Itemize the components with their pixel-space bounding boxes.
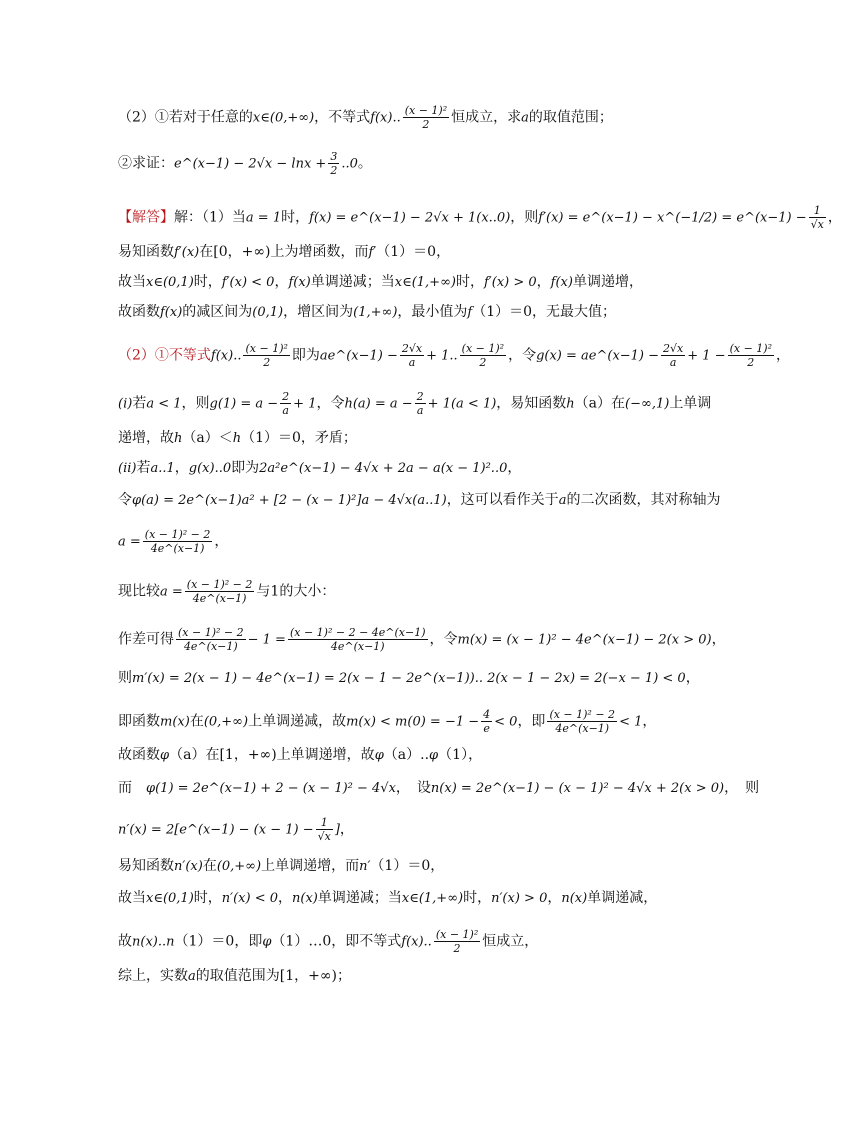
math: (1,+∞) [353, 305, 398, 320]
text: （1）， [438, 747, 483, 763]
math: φ(a) = 2e^(x−1)a² + [2 − (x − 1)²]a − 4√x(a..1) [132, 493, 447, 508]
text: ， 设 [395, 780, 431, 796]
text: 令 [118, 492, 132, 508]
line-13 [118, 578, 754, 605]
line-17 [118, 745, 754, 766]
math: f(x).. [401, 934, 432, 950]
text: ， 则 [724, 780, 760, 796]
denominator: 4e^(x−1) [150, 542, 205, 555]
math: f′ [368, 245, 377, 260]
line-9 [118, 428, 754, 449]
text: ，令 [508, 347, 537, 364]
text: ， [547, 890, 562, 906]
fraction [280, 390, 291, 417]
line-4 [118, 242, 754, 263]
text: 单调递减；当 [317, 890, 402, 906]
math: f(x) [160, 305, 183, 320]
text: 上单调递减，故 [248, 713, 347, 730]
math: (−∞,1) [625, 396, 670, 412]
text: ， [339, 821, 354, 838]
text: 在 [202, 858, 217, 874]
line-20 [118, 856, 754, 877]
text: ，增区间为 [283, 304, 354, 320]
math: m(x) [160, 714, 190, 730]
text: （1）…0，即不等式 [271, 933, 402, 950]
denominator: a [416, 404, 424, 417]
math: x∈(0,1) [146, 891, 194, 906]
math: g(x) = ae^(x−1) − [536, 348, 660, 364]
text: 单调递减， [587, 890, 658, 906]
math: n′(x) < 0 [221, 891, 279, 906]
text: ， [711, 631, 726, 648]
math: m(x) < m(0) = −1 − [346, 714, 480, 730]
text: ，即 [517, 713, 546, 730]
text: 恒成立， [482, 933, 539, 950]
numerator: 2√x [401, 342, 423, 355]
line-3 [118, 204, 842, 231]
text: （1）＝0，无最大值； [472, 304, 617, 320]
fraction [328, 150, 339, 177]
answer-tag: 【解答】 [118, 209, 174, 226]
math: (i) [118, 396, 133, 412]
math: f(x).. [370, 110, 401, 126]
math: + 1 − [687, 348, 726, 364]
math: a [558, 493, 567, 508]
numerator: 4 [483, 708, 491, 721]
denominator: a [408, 356, 416, 369]
text: ，则 [181, 395, 210, 412]
math: a [521, 110, 529, 126]
text: 作差可得 [118, 631, 174, 648]
line-16 [118, 708, 754, 735]
text: ， [507, 460, 522, 476]
math: 2a²e^(x−1) − 4√x + 2a − a(x − 1)²..0 [259, 461, 508, 476]
text: 与1的大小： [256, 583, 336, 600]
text: 的取值范围为[1，+∞)； [195, 968, 351, 984]
math: h(a) = a − [344, 396, 413, 412]
math: n′(x) = 2[e^(x−1) − (x − 1) − [118, 822, 314, 838]
math: h [232, 431, 242, 446]
fraction [415, 390, 426, 417]
text: ， [536, 274, 551, 290]
math: a < 1 [146, 396, 182, 412]
math: f′(x) > 0 [483, 275, 537, 290]
numerator: (x − 1)² [404, 104, 448, 117]
text: 故函数 [118, 747, 160, 763]
text: 恒成立，求 [451, 109, 522, 126]
math: n(x)..n [132, 934, 175, 950]
fraction [434, 928, 480, 955]
line-18 [118, 778, 760, 799]
math: < 1 [619, 714, 643, 730]
math: m(x) = (x − 1)² − 4e^(x−1) − 2(x > 0) [457, 632, 712, 648]
fraction [661, 342, 685, 369]
math: + 1(a < 1) [427, 396, 497, 412]
math: a [188, 969, 196, 984]
denominator: a [669, 356, 677, 369]
math: ] [334, 822, 340, 838]
text: ，易知函数 [496, 395, 567, 412]
line-21 [118, 888, 754, 909]
text: 而 [118, 780, 132, 796]
fraction [143, 528, 213, 555]
text: 易知函数 [118, 858, 174, 874]
denominator: 4e^(x−1) [330, 640, 385, 653]
text: 故 [118, 933, 132, 950]
fraction [400, 342, 424, 369]
math: φ [262, 934, 272, 950]
line-10 [118, 458, 754, 479]
numerator: (x − 1)² [435, 928, 479, 941]
text: 即函数 [118, 713, 160, 730]
text: 故当 [118, 274, 146, 290]
line-12 [118, 528, 754, 555]
line-8 [118, 390, 754, 417]
math: x∈(1,+∞) [401, 891, 464, 906]
math: x∈(1,+∞) [394, 275, 456, 290]
text: ， [776, 347, 790, 364]
text: ， [174, 460, 189, 476]
text: ，不等式 [314, 109, 371, 126]
math: n′(x) [174, 859, 203, 874]
math: h [174, 431, 183, 446]
text: ， [214, 533, 229, 550]
text: ， [685, 670, 700, 686]
math: (0,+∞) [203, 714, 249, 730]
text: 时， [281, 209, 310, 226]
numerator: (x − 1)² − 2 [144, 528, 211, 541]
math: n(x) [561, 891, 588, 906]
math: + 1.. [426, 348, 458, 364]
denominator: 4e^(x−1) [555, 722, 610, 735]
numerator: 2√x [663, 342, 684, 355]
math: n(x) [292, 891, 318, 906]
numerator: 1 [809, 204, 826, 218]
denominator: 2 [263, 356, 271, 369]
denominator: √x [810, 218, 824, 231]
line-2 [118, 150, 754, 177]
text: 时， [463, 890, 492, 906]
text: ，最小值为 [397, 304, 468, 320]
math: f(x) [288, 275, 311, 290]
denominator: 2 [453, 942, 461, 955]
fraction [243, 342, 289, 369]
text: （1）＝0，即 [174, 933, 263, 950]
math: f [467, 305, 473, 320]
fraction [809, 204, 826, 231]
numerator: (x − 1)² [245, 342, 288, 355]
line-19 [118, 816, 754, 843]
text: 则 [118, 670, 132, 686]
text: 综上，实数 [118, 968, 188, 984]
math: ..0 [341, 156, 358, 172]
denominator: 2 [479, 356, 487, 369]
text: （1）＝0， [370, 858, 445, 874]
line-11 [118, 490, 754, 511]
text: 的二次函数，其对称轴为 [566, 492, 721, 508]
numerator: (x − 1)² [461, 342, 505, 355]
math: a = [118, 534, 141, 550]
text: 的取值范围； [528, 109, 613, 126]
text: 时， [193, 890, 222, 906]
math: e^(x−1) − 2√x − lnx + [174, 156, 327, 172]
fraction [481, 708, 492, 735]
numerator: 2 [282, 390, 290, 403]
text: （1）＝0， [376, 244, 451, 260]
text: 。 [357, 155, 372, 172]
denominator: 4e^(x−1) [192, 592, 247, 605]
text: 故函数 [118, 304, 160, 320]
text: ，令 [429, 631, 458, 648]
text: 递增，故 [118, 430, 174, 446]
text: 即为 [231, 460, 260, 476]
text: ， [642, 713, 657, 730]
text: ，这可以看作关于 [446, 492, 559, 508]
denominator: 2 [422, 118, 430, 131]
text: （a）.. [383, 747, 430, 763]
numerator: (x − 1)² − 2 [178, 626, 244, 639]
math: n′ [359, 859, 371, 874]
math: h [566, 396, 575, 412]
text: （1）＝0，矛盾； [241, 430, 357, 446]
text: 故当 [118, 890, 146, 906]
math: x∈(0,+∞) [252, 110, 315, 126]
denominator: 2 [747, 356, 755, 369]
math: ae^(x−1) − [319, 348, 398, 364]
fraction [288, 626, 428, 653]
fraction [185, 578, 255, 605]
math: φ [160, 748, 170, 763]
text: （a）在 [574, 395, 626, 412]
fraction [728, 342, 774, 369]
math: − 1 = [247, 632, 286, 648]
numerator: 1 [316, 816, 333, 830]
math: m′(x) = 2(x − 1) − 4e^(x−1) = 2(x − 1 − 2e^(x−1)).. 2(x − 1 − 2x) = 2(−x − 1) < 0 [132, 671, 686, 686]
math: φ(1) = 2e^(x−1) + 2 − (x − 1)² − 4√x [146, 781, 396, 796]
math: (ii) [118, 461, 137, 476]
text: 时， [455, 274, 484, 290]
math: f(x) = e^(x−1) − 2√x + 1(x..0) [309, 210, 511, 226]
fraction [547, 708, 617, 735]
line-5 [118, 272, 754, 293]
math: x∈(0,1) [146, 275, 194, 290]
text: 解：（1）当 [174, 209, 246, 226]
math: a = [160, 584, 183, 600]
text: （2）①若对于任意的 [118, 109, 253, 126]
line-7 [118, 342, 790, 369]
math: (0,+∞) [216, 859, 262, 874]
numerator: (x − 1)² − 2 [549, 708, 616, 721]
denominator: √x [317, 830, 331, 843]
text: 上单调 [669, 395, 712, 412]
math: a = 1 [245, 210, 282, 226]
text: 易知函数 [118, 244, 174, 260]
text: 在[0，+∞)上为增函数，而 [199, 244, 369, 260]
line-22 [118, 928, 754, 955]
math: + 1 [293, 396, 317, 412]
text: ②求证： [118, 155, 174, 172]
line-23 [118, 966, 754, 987]
math: f′(x) = e^(x−1) − x^(−1/2) = e^(x−1) − [538, 210, 807, 226]
denominator: 4e^(x−1) [183, 640, 238, 653]
text: 时， [193, 274, 222, 290]
math: n′(x) > 0 [491, 891, 548, 906]
text: 单调递减；当 [310, 274, 395, 290]
fraction [316, 816, 333, 843]
text: ， [278, 890, 293, 906]
math: f′(x) < 0 [221, 275, 275, 290]
text: 若 [136, 460, 151, 476]
text: 若 [132, 395, 147, 412]
math: f(x) [550, 275, 573, 290]
fraction [460, 342, 506, 369]
numerator: (x − 1)² − 2 − 4e^(x−1) [289, 626, 426, 639]
line-15 [118, 668, 754, 689]
math: a..1 [150, 461, 175, 476]
text: ， [827, 209, 842, 226]
denominator: e [483, 722, 490, 735]
math: φ [374, 748, 384, 763]
line-1 [118, 104, 754, 131]
text: （a）＜ [182, 430, 233, 446]
text: 上单调递增，而 [261, 858, 360, 874]
text: ，令 [316, 395, 345, 412]
numerator: 2 [416, 390, 424, 403]
math: (0,1) [252, 305, 284, 320]
numerator: (x − 1)² [729, 342, 772, 355]
numerator: (x − 1)² − 2 [186, 578, 253, 591]
math: f′(x) [174, 245, 200, 260]
text: （a）在[1，+∞)上单调递增，故 [169, 747, 375, 763]
math: g(1) = a − [209, 396, 279, 412]
text: 的减区间为 [182, 304, 253, 320]
text: 即为 [291, 347, 320, 364]
fraction [403, 104, 449, 131]
section-tag: （2）①不等式 [118, 347, 211, 364]
numerator: 3 [330, 150, 338, 163]
math: f(x).. [210, 348, 242, 364]
fraction [176, 626, 246, 653]
line-6 [118, 302, 754, 323]
math: n(x) = 2e^(x−1) − (x − 1)² − 4√x + 2(x > 0) [430, 781, 725, 796]
text: 现比较 [118, 583, 160, 600]
text: 在 [189, 713, 204, 730]
math: φ [429, 748, 439, 763]
math: g(x)..0 [188, 461, 232, 476]
line-14 [118, 626, 754, 653]
denominator: 2 [330, 164, 338, 177]
denominator: a [282, 404, 289, 417]
text: 单调递增， [572, 274, 643, 290]
text: ， [274, 274, 289, 290]
text: ，则 [510, 209, 539, 226]
math: < 0 [494, 714, 518, 730]
